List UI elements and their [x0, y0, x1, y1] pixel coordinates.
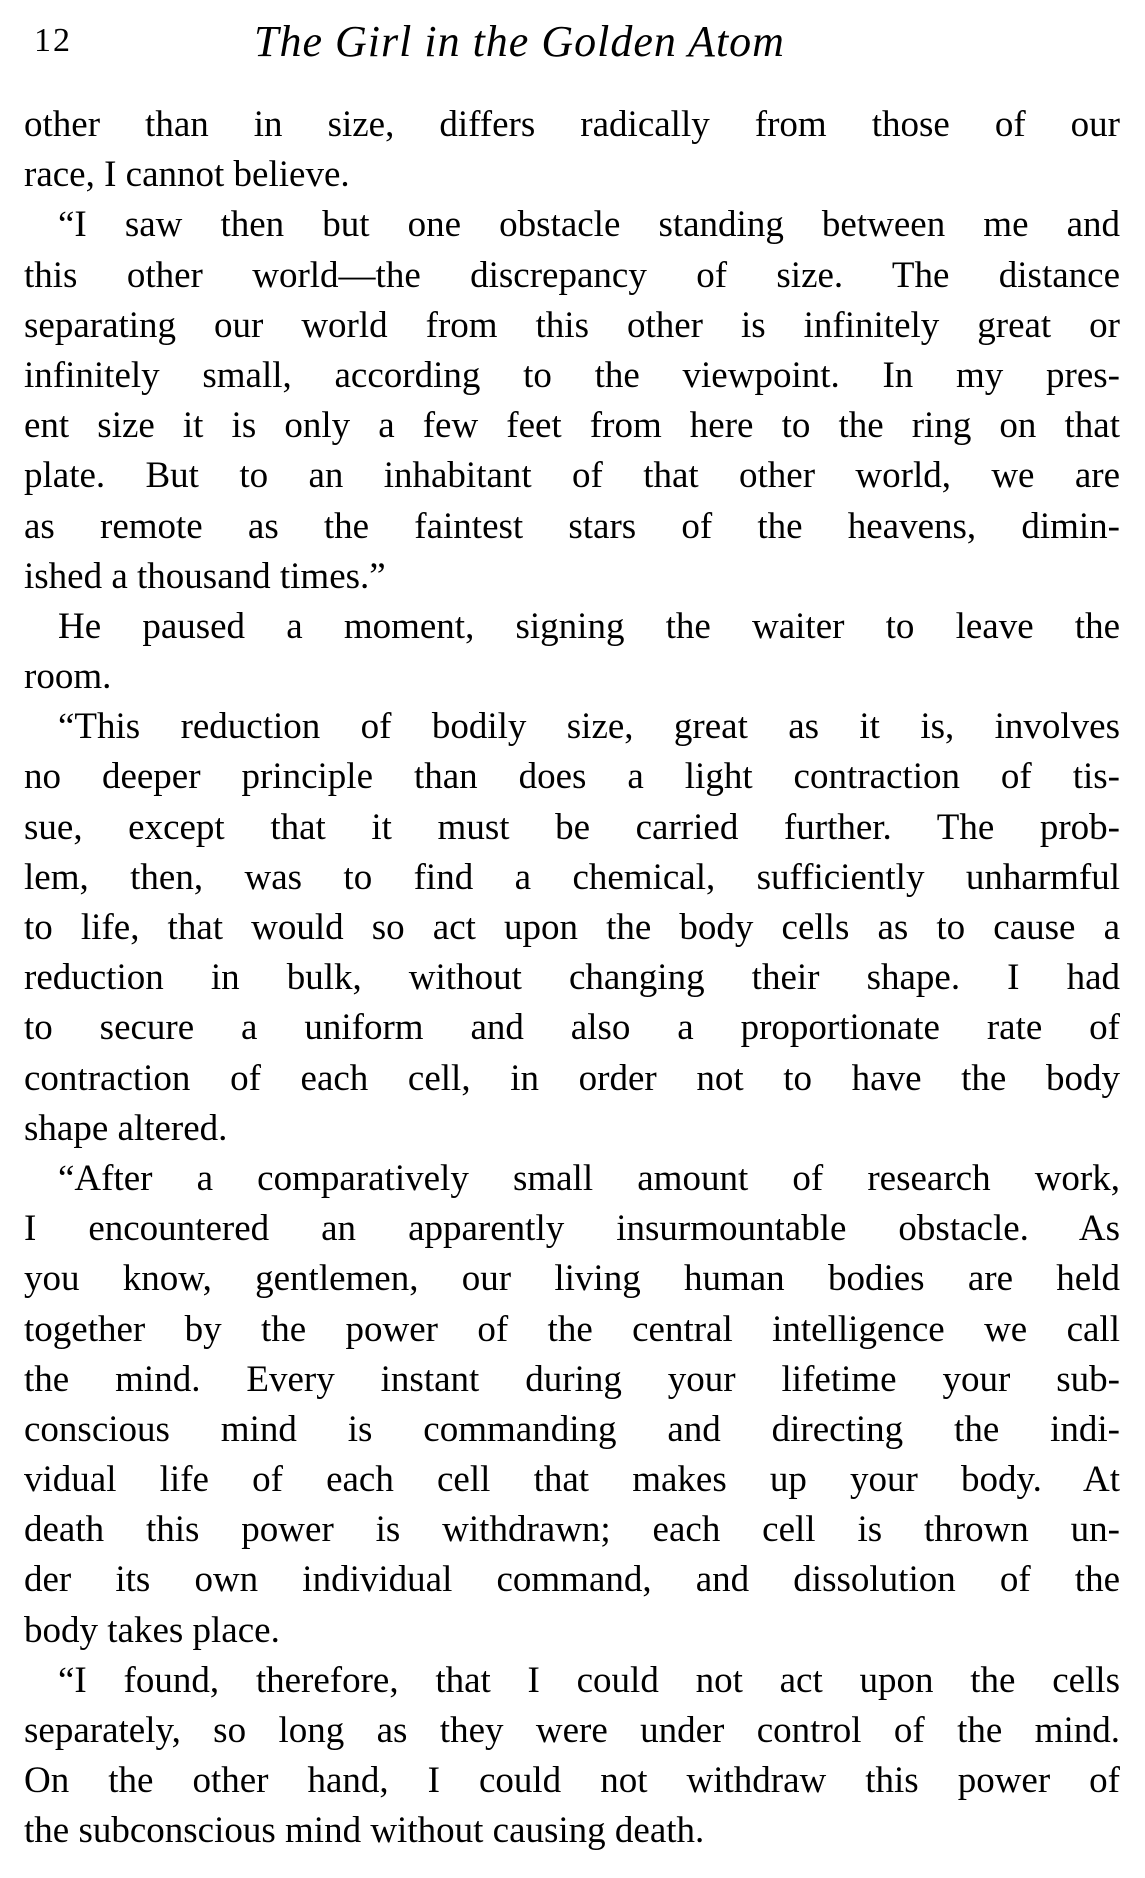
text-line: plate. But to an inhabitant of that other world, we are — [24, 455, 1120, 497]
text-line: the mind. Every instant during your lifetime your sub- — [24, 1358, 1120, 1400]
page-number: 12 — [34, 22, 72, 59]
text-line: “I found, therefore, that I could not act upon the cells — [58, 1659, 1120, 1701]
text-line: infinitely small, according to the viewpoint. In my pres- — [24, 354, 1120, 396]
text-line: you know, gentlemen, our living human bodies are held — [24, 1258, 1120, 1300]
text-line: On the other hand, I could not withdraw this power of — [24, 1760, 1120, 1802]
text-line: “This reduction of bodily size, great as it is, involves — [58, 706, 1120, 748]
text-line: race, I cannot believe. — [24, 154, 350, 196]
text-line: “I saw then but one obstacle standing between me and — [58, 204, 1120, 246]
text-line: ent size it is only a few feet from here to the ring on that — [24, 405, 1120, 447]
text-line: conscious mind is commanding and directing the indi- — [24, 1408, 1120, 1450]
text-line: the subconscious mind without causing death. — [24, 1810, 705, 1852]
text-line: body takes place. — [24, 1609, 280, 1651]
text-line: contraction of each cell, in order not to have the body — [24, 1057, 1120, 1099]
text-line: ished a thousand times.” — [24, 555, 386, 597]
text-line: room. — [24, 656, 112, 698]
text-line: separately, so long as they were under control of the mind. — [24, 1710, 1120, 1751]
text-line: sue, except that it must be carried further. The prob- — [24, 806, 1120, 848]
text-line: together by the power of the central intelligence we call — [24, 1308, 1120, 1350]
text-line: death this power is withdrawn; each cell is thrown un- — [24, 1509, 1120, 1551]
text-line: “After a comparatively small amount of research work, — [58, 1157, 1120, 1199]
page-header — [24, 8, 1120, 84]
text-line: der its own individual command, and dissolution of the — [24, 1559, 1120, 1601]
text-line: separating our world from this other is infinitely great or — [24, 304, 1120, 346]
text-line: no deeper principle than does a light contraction of tis- — [24, 756, 1120, 798]
text-line: to secure a uniform and also a proportionate rate of — [24, 1007, 1120, 1049]
running-title: The Girl in the Golden Atom — [254, 17, 785, 66]
text-line: shape altered. — [24, 1107, 228, 1149]
book-page — [24, 8, 1120, 1857]
body-text — [24, 100, 1120, 1857]
text-line: this other world—the discrepancy of size. The distance — [24, 254, 1120, 296]
text-line: vidual life of each cell that makes up your body. At — [24, 1459, 1120, 1501]
text-line: as remote as the faintest stars of the heavens, dimin- — [24, 505, 1120, 547]
text-line: reduction in bulk, without changing their shape. I had — [24, 957, 1120, 999]
text-line: I encountered an apparently insurmountable obstacle. As — [24, 1208, 1120, 1250]
text-line: He paused a moment, signing the waiter to leave the — [58, 605, 1120, 647]
text-line: other than in size, differs radically from those of our — [24, 104, 1120, 145]
text-line: to life, that would so act upon the body cells as to cause a — [24, 907, 1120, 948]
text-line: lem, then, was to find a chemical, sufficiently unharmful — [24, 856, 1120, 898]
